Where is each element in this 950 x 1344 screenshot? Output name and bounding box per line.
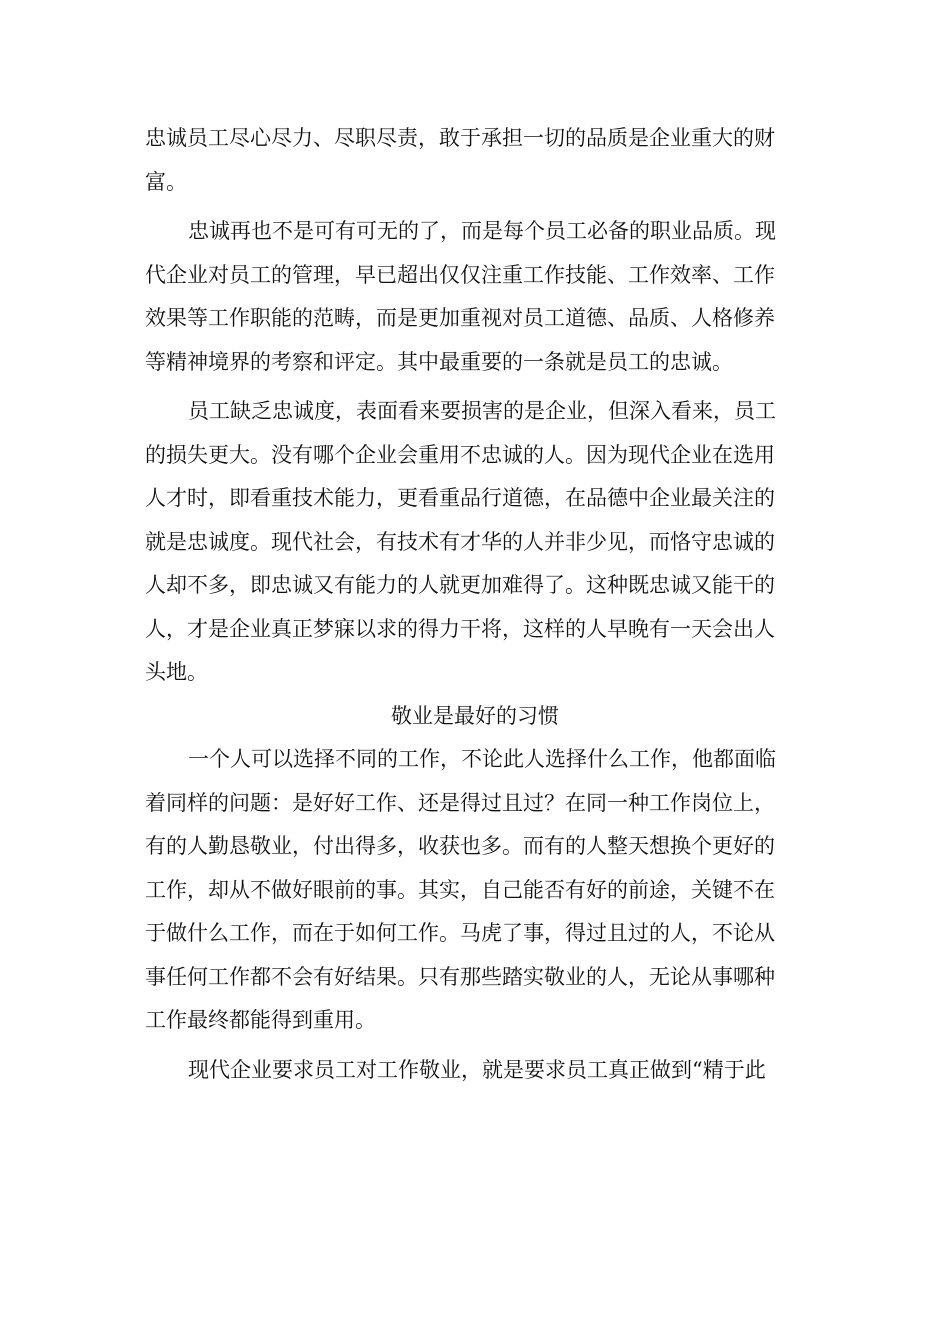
paragraph-line: 代企业对员工的管理，早已超出仅仅注重工作技能、工作效率、工作 <box>145 262 775 287</box>
paragraph-line: 工作最终都能得到重用。 <box>145 1008 376 1032</box>
paragraph-line: 一个人可以选择不同的工作，不论此人选择什么工作，他都面临 <box>188 747 776 771</box>
section-title: 敬业是最好的习惯 <box>391 703 559 728</box>
paragraph-line: 事任何工作都不会有好结果。只有那些踏实敬业的人，无论从事哪种 <box>145 964 775 989</box>
paragraph-line: 等精神境界的考察和评定。其中最重要的一条就是员工的忠诚。 <box>145 349 733 374</box>
paragraph-3 <box>145 390 805 695</box>
paragraph-line: 着同样的问题：是好好工作、还是得过且过？在同一种工作岗位上， <box>145 790 775 815</box>
document-body <box>145 117 805 1092</box>
paragraph-line: 人，才是企业真正梦寐以求的得力干将，这样的人早晚有一天会出人 <box>145 616 775 641</box>
paragraph-line: 人才时，即看重技术能力，更看重品行道德，在品德中企业最关注的 <box>145 486 775 510</box>
paragraph-line: 于做什么工作，而在于如何工作。马虎了事，得过且过的人，不论从 <box>145 921 775 945</box>
paragraph-line: 员工缺乏忠诚度，表面看来要损害的是企业，但深入看来，员工 <box>188 399 776 423</box>
paragraph-line: 富。 <box>145 169 187 194</box>
paragraph-line: 人却不多，即忠诚又有能力的人就更加难得了。这种既忠诚又能干的 <box>145 573 775 597</box>
paragraph-5 <box>145 1049 805 1093</box>
paragraph-2 <box>145 210 805 384</box>
paragraph-line: 有的人勤恳敬业，付出得多，收获也多。而有的人整天想换个更好的 <box>145 834 775 858</box>
paragraph-1 <box>145 117 805 204</box>
paragraph-line: 头地。 <box>145 660 208 684</box>
paragraph-line: 忠诚再也不是可有可无的了，而是每个员工必备的职业品质。现 <box>188 219 776 243</box>
paragraph-line: 的损失更大。没有哪个企业会重用不忠诚的人。因为现代企业在选用 <box>145 442 775 467</box>
paragraph-line: 效果等工作职能的范畴，而是更加重视对员工道德、品质、人格修养 <box>145 306 775 330</box>
paragraph-4 <box>145 738 805 1043</box>
paragraph-line: 忠诚员工尽心尽力、尽职尽责，敢于承担一切的品质是企业重大的财 <box>145 126 775 150</box>
paragraph-line: 工作，却从不做好眼前的事。其实，自己能否有好的前途，关键不在 <box>145 877 775 902</box>
paragraph-line: 就是忠诚度。现代社会，有技术有才华的人并非少见，而恪守忠诚的 <box>145 529 775 554</box>
paragraph-line: 现代企业要求员工对工作敬业，就是要求员工真正做到“精于此 <box>188 1057 766 1082</box>
